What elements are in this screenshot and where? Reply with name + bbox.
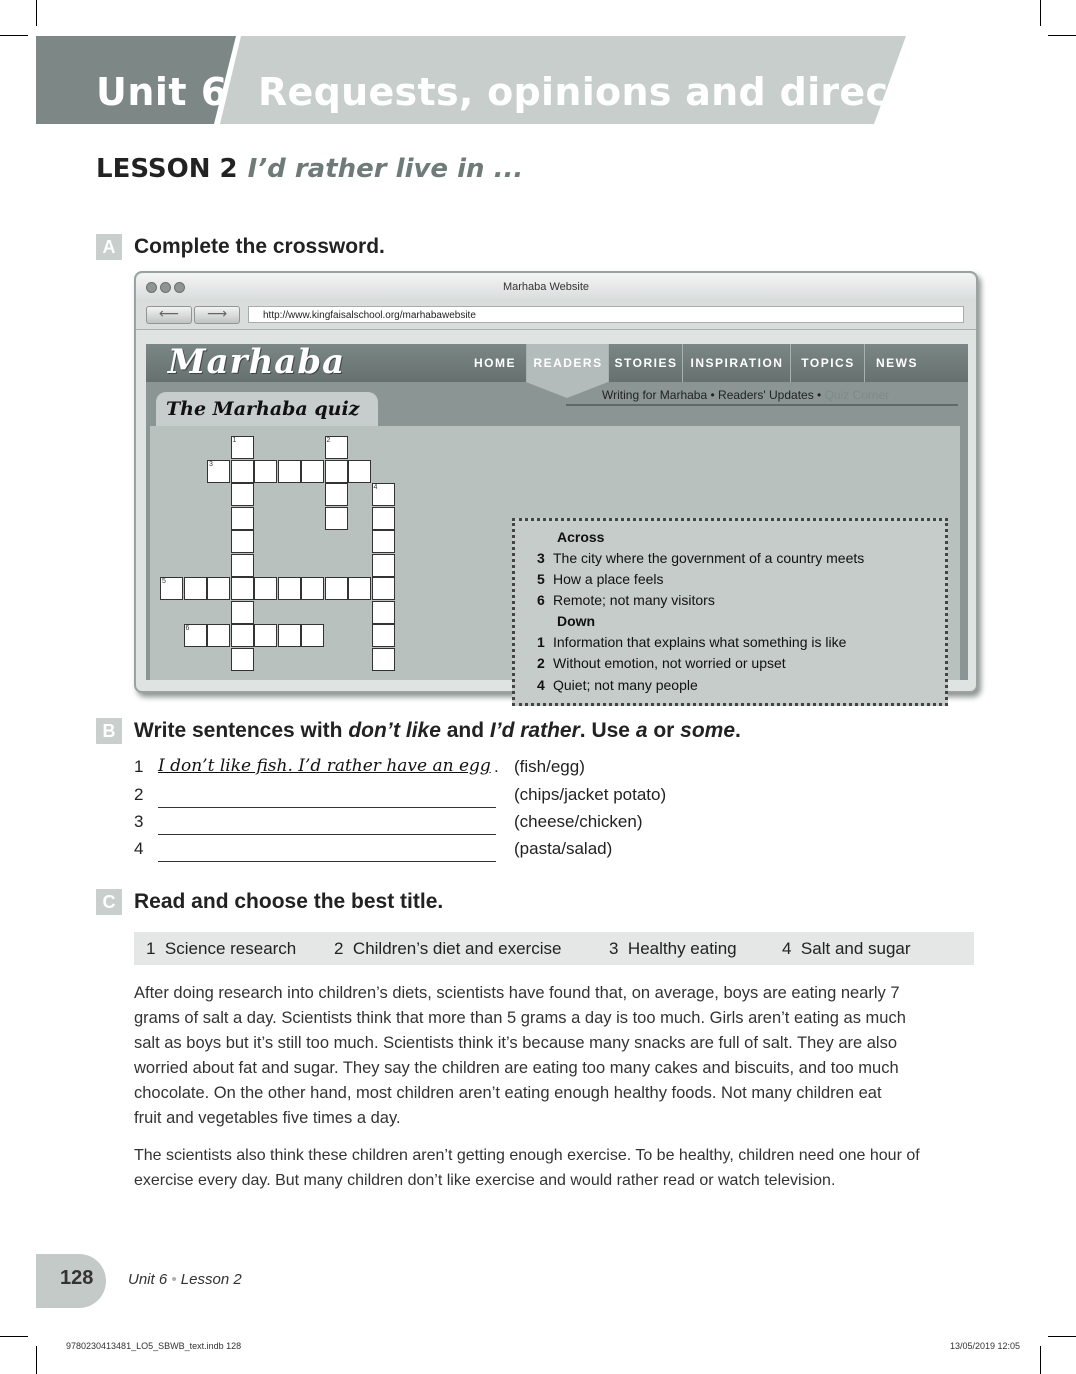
menu-news[interactable]: NEWS bbox=[864, 344, 929, 382]
crop-mark bbox=[36, 0, 37, 26]
clues-box bbox=[512, 518, 948, 706]
option-2[interactable]: 2 Children’s diet and exercise bbox=[334, 939, 562, 958]
crop-mark bbox=[36, 1346, 37, 1374]
crossword-number: 2 bbox=[326, 437, 331, 444]
quiz-title: The Marhaba quiz bbox=[166, 398, 360, 420]
footer-breadcrumb: Unit 6 • Lesson 2 bbox=[128, 1271, 242, 1288]
clue-down-2: 2 Without emotion, not worried or upset bbox=[537, 655, 786, 671]
row-number: 2 bbox=[134, 785, 144, 804]
crossword-cell[interactable] bbox=[348, 460, 371, 483]
crossword-cell[interactable] bbox=[325, 507, 348, 530]
section-b-title: Write sentences with don’t like and I’d rather. Use a or some. bbox=[134, 719, 741, 742]
crossword-cell[interactable] bbox=[231, 554, 254, 577]
crossword-cell[interactable] bbox=[278, 460, 301, 483]
crossword-cell[interactable] bbox=[231, 601, 254, 624]
lesson-subtitle: I’d rather live in ... bbox=[247, 154, 524, 184]
clue-down-1: 1 Information that explains what something is like bbox=[537, 634, 847, 650]
crossword-cell[interactable] bbox=[231, 577, 254, 600]
answer-line-3[interactable] bbox=[158, 834, 496, 835]
site-tagline bbox=[602, 388, 889, 402]
menu-home[interactable]: HOME bbox=[474, 356, 516, 370]
menu-inspiration[interactable]: INSPIRATION bbox=[682, 344, 791, 382]
crop-mark bbox=[0, 35, 28, 36]
unit-title: Requests, opinions and directions bbox=[258, 70, 997, 114]
tagline-links[interactable]: Writing for Marhaba • Readers' Updates • bbox=[602, 388, 825, 402]
clue-across-3: 3 The city where the government of a country meets bbox=[537, 550, 865, 566]
reading-paragraph-1: After doing research into children’s diets, scientists have found that, on average, boys are eating nearly 7 grams of salt a day. Scientists think that more than 5 grams a day is too much. Girls aren’t eating as much salt as boys but it’s still too much. Scientists think it’s because many snacks are full of salt. They are also worried about fat and sugar. They say the children are eating too many cakes and biscuits, and too much chocolate. On the other hand, most children aren’t eating enough healthy foods. Not many children eat fruit and vegetables five times a day. bbox=[134, 984, 906, 1127]
section-c-letter: C bbox=[96, 889, 122, 915]
crossword-cell[interactable] bbox=[372, 530, 395, 553]
crop-mark bbox=[0, 1336, 28, 1337]
crossword-cell[interactable] bbox=[231, 507, 254, 530]
reading-paragraph-2: The scientists also think these children aren’t getting enough exercise. To be healthy, children need one hour of exercise every day. But many children don’t like exercise and would rather read or watch television. bbox=[134, 1147, 920, 1189]
across-heading: Across bbox=[557, 529, 605, 545]
browser-window bbox=[134, 271, 978, 693]
back-arrow-icon[interactable]: ⟵ bbox=[146, 306, 192, 324]
title-options bbox=[134, 932, 974, 965]
crossword-number: 3 bbox=[209, 460, 213, 468]
option-3[interactable]: 3 Healthy eating bbox=[609, 939, 737, 958]
section-b-letter: B bbox=[96, 718, 122, 744]
row-hint: (chips/jacket potato) bbox=[514, 785, 667, 804]
answer-line-4[interactable] bbox=[158, 861, 496, 862]
site-header bbox=[146, 344, 968, 382]
clue-down-4: 4 Quiet; not many people bbox=[537, 677, 698, 693]
crossword-cell[interactable] bbox=[301, 577, 324, 600]
crossword-cell[interactable] bbox=[372, 577, 395, 600]
example-answer: I don’t like fish. I’d rather have an egg bbox=[158, 756, 491, 776]
page-number: 128 bbox=[60, 1267, 94, 1289]
crossword-cell[interactable] bbox=[301, 460, 324, 483]
crossword-cell[interactable] bbox=[325, 460, 348, 483]
crossword-cell[interactable] bbox=[207, 577, 230, 600]
crossword-cell[interactable] bbox=[372, 554, 395, 577]
lesson-label: LESSON 2 bbox=[96, 154, 238, 184]
forward-arrow-icon[interactable]: ⟶ bbox=[194, 306, 240, 324]
crossword-cell[interactable] bbox=[372, 624, 395, 647]
option-4[interactable]: 4 Salt and sugar bbox=[782, 939, 911, 958]
answer-line-2[interactable] bbox=[158, 807, 496, 808]
row-hint: (pasta/salad) bbox=[514, 839, 613, 858]
crossword-number: 4 bbox=[373, 484, 378, 491]
row-hint: (fish/egg) bbox=[514, 757, 585, 776]
crossword-cell[interactable] bbox=[254, 577, 277, 600]
browser-title: Marhaba Website bbox=[502, 281, 589, 293]
active-menu-pointer bbox=[526, 382, 608, 400]
crossword-cell[interactable] bbox=[372, 601, 395, 624]
crop-mark bbox=[1048, 1336, 1076, 1337]
crossword-cell[interactable] bbox=[325, 483, 348, 506]
crop-mark bbox=[1040, 1346, 1041, 1374]
browser-titlebar bbox=[136, 273, 976, 301]
crossword-cell[interactable] bbox=[278, 624, 301, 647]
crossword-cell[interactable] bbox=[207, 624, 230, 647]
crossword-cell[interactable] bbox=[231, 648, 254, 671]
row-number: 4 bbox=[134, 839, 144, 858]
menu-readers[interactable]: READERS bbox=[526, 344, 609, 382]
print-slug-right: 13/05/2019 12:05 bbox=[950, 1341, 1021, 1351]
crossword-cell[interactable] bbox=[325, 577, 348, 600]
quiz-panel bbox=[150, 426, 960, 693]
marhaba-logo[interactable]: Marhaba bbox=[168, 342, 346, 382]
crossword-cell[interactable] bbox=[184, 577, 207, 600]
crossword-cell[interactable] bbox=[278, 577, 301, 600]
marhaba-site bbox=[146, 342, 968, 693]
section-a-title: Complete the crossword. bbox=[134, 235, 385, 258]
crossword-number: 1 bbox=[232, 437, 237, 444]
crossword-cell[interactable] bbox=[348, 577, 371, 600]
quiz-corner-link[interactable]: Quiz Corner bbox=[824, 388, 890, 402]
crossword-cell[interactable] bbox=[231, 483, 254, 506]
crossword-cell[interactable] bbox=[231, 624, 254, 647]
row-number: 1 bbox=[134, 757, 144, 776]
section-a-letter: A bbox=[96, 234, 122, 260]
crossword-cell[interactable] bbox=[254, 460, 277, 483]
crossword-number: 5 bbox=[162, 578, 166, 585]
crossword-cell[interactable] bbox=[231, 460, 254, 483]
crossword-cell[interactable] bbox=[372, 507, 395, 530]
menu-topics[interactable]: TOPICS bbox=[790, 344, 865, 382]
unit-label: Unit 6 bbox=[96, 70, 228, 114]
menu-stories[interactable]: STORIES bbox=[608, 344, 683, 382]
print-slug-left: 9780230413481_LO5_SBWB_text.indb 128 bbox=[66, 1341, 242, 1351]
row-hint: (cheese/chicken) bbox=[514, 812, 643, 831]
clue-across-5: 5 How a place feels bbox=[537, 571, 664, 587]
crossword-cell[interactable] bbox=[231, 530, 254, 553]
section-c-title: Read and choose the best title. bbox=[134, 890, 444, 913]
crossword-cell[interactable] bbox=[301, 624, 324, 647]
lesson-heading bbox=[96, 154, 523, 184]
crop-mark bbox=[1040, 0, 1041, 26]
url-bar[interactable]: http://www.kingfaisalschool.org/marhabawebsite bbox=[248, 306, 964, 323]
down-heading: Down bbox=[557, 613, 596, 629]
option-1[interactable]: 1 Science research bbox=[146, 939, 297, 958]
row-number: 3 bbox=[134, 812, 144, 831]
crossword-cell[interactable] bbox=[372, 648, 395, 671]
tagline-underline bbox=[566, 404, 958, 406]
crop-mark bbox=[1048, 35, 1076, 36]
browser-navbar bbox=[136, 301, 976, 330]
clue-across-6: 6 Remote; not many visitors bbox=[537, 592, 715, 608]
crossword-cell[interactable] bbox=[254, 624, 277, 647]
crossword-number: 6 bbox=[185, 625, 190, 632]
